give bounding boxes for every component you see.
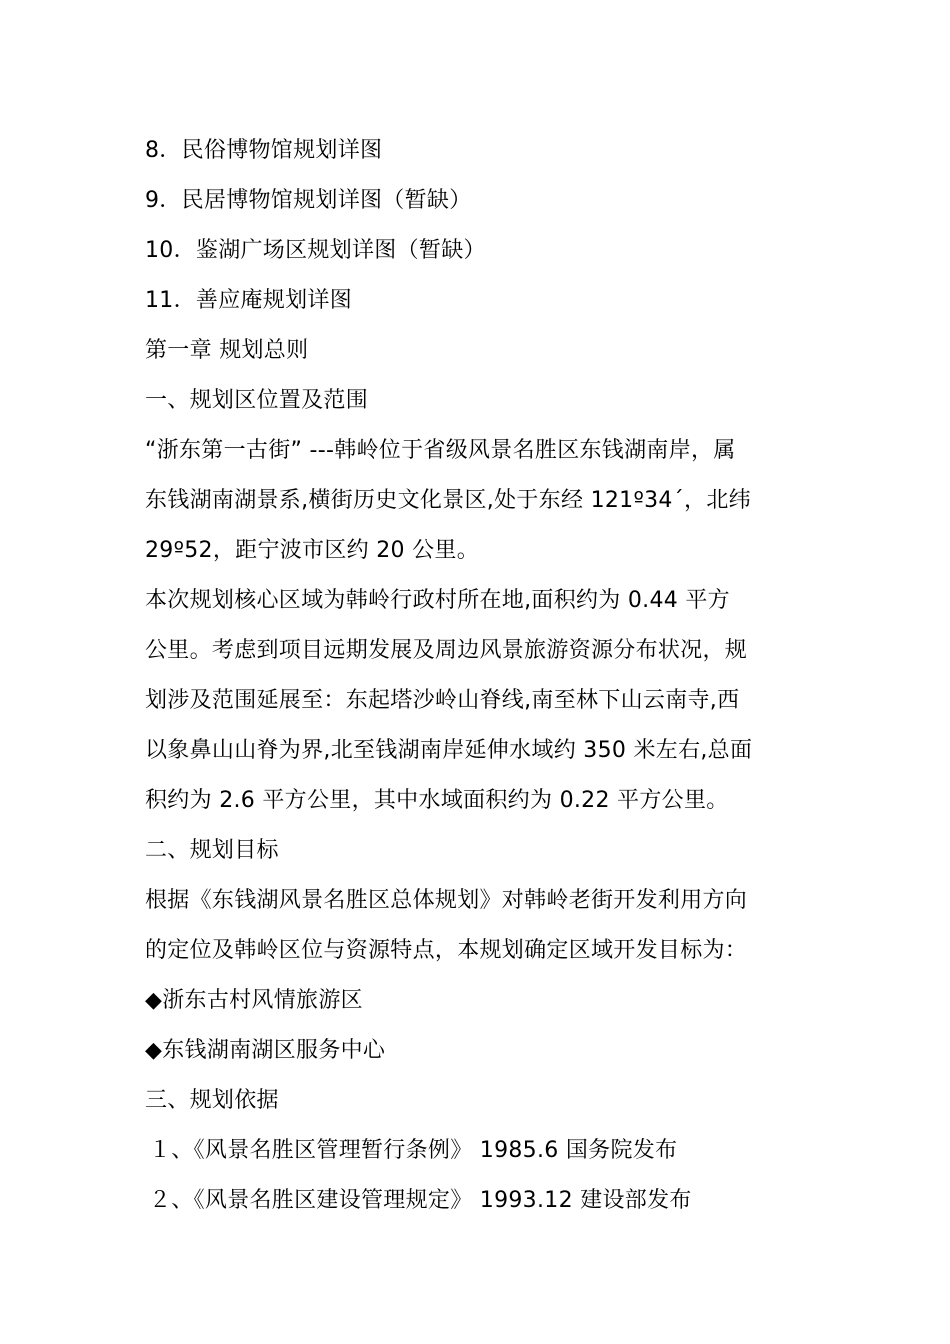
paragraph-scope-line: 以象鼻山山脊为界,北至钱湖南岸延伸水域约 350 米左右,总面 <box>145 738 753 763</box>
bullet-item-service-center: ◆东钱湖南湖区服务中心 <box>145 1038 386 1063</box>
list-item-jianhu-square: 10．鉴湖广场区规划详图（暂缺） <box>145 238 486 263</box>
list-item-museum-residence: 9．民居博物馆规划详图（暂缺） <box>145 188 472 213</box>
paragraph-scope-line: 本次规划核心区域为韩岭行政村所在地,面积约为 0.44 平方 <box>145 588 730 613</box>
list-item-museum-folk: 8．民俗博物馆规划详图 <box>145 138 383 163</box>
section-heading-goals: 二、规划目标 <box>145 838 279 863</box>
list-item-shanying-nunnery: 11．善应庵规划详图 <box>145 288 352 313</box>
basis-item-management: ２、《风景名胜区建设管理规定》 1993.12 建设部发布 <box>149 1188 692 1213</box>
chapter-heading: 第一章 规划总则 <box>145 338 309 363</box>
paragraph-goals-line: 根据《东钱湖风景名胜区总体规划》对韩岭老街开发利用方向 <box>145 888 748 913</box>
paragraph-scope-line: 积约为 2.6 平方公里，其中水域面积约为 0.22 平方公里。 <box>145 788 729 813</box>
section-heading-basis: 三、规划依据 <box>145 1088 279 1113</box>
section-heading-location: 一、规划区位置及范围 <box>145 388 369 413</box>
paragraph-location-line: “浙东第一古街” ---韩岭位于省级风景名胜区东钱湖南岸，属 <box>145 438 736 463</box>
bullet-item-tourism-area: ◆浙东古村风情旅游区 <box>145 988 363 1013</box>
paragraph-goals-line: 的定位及韩岭区位与资源特点，本规划确定区域开发目标为： <box>145 938 748 963</box>
basis-item-regulation: １、《风景名胜区管理暂行条例》 1985.6 国务院发布 <box>149 1138 678 1163</box>
paragraph-location-line: 东钱湖南湖景系,横街历史文化景区,处于东经 121º34´，北纬 <box>145 488 751 513</box>
paragraph-scope-line: 划涉及范围延展至：东起塔沙岭山脊线,南至林下山云南寺,西 <box>145 688 740 713</box>
paragraph-location-line: 29º52，距宁波市区约 20 公里。 <box>145 538 480 563</box>
document-body <box>145 126 845 1226</box>
paragraph-scope-line: 公里。考虑到项目远期发展及周边风景旅游资源分布状况，规 <box>145 638 748 663</box>
